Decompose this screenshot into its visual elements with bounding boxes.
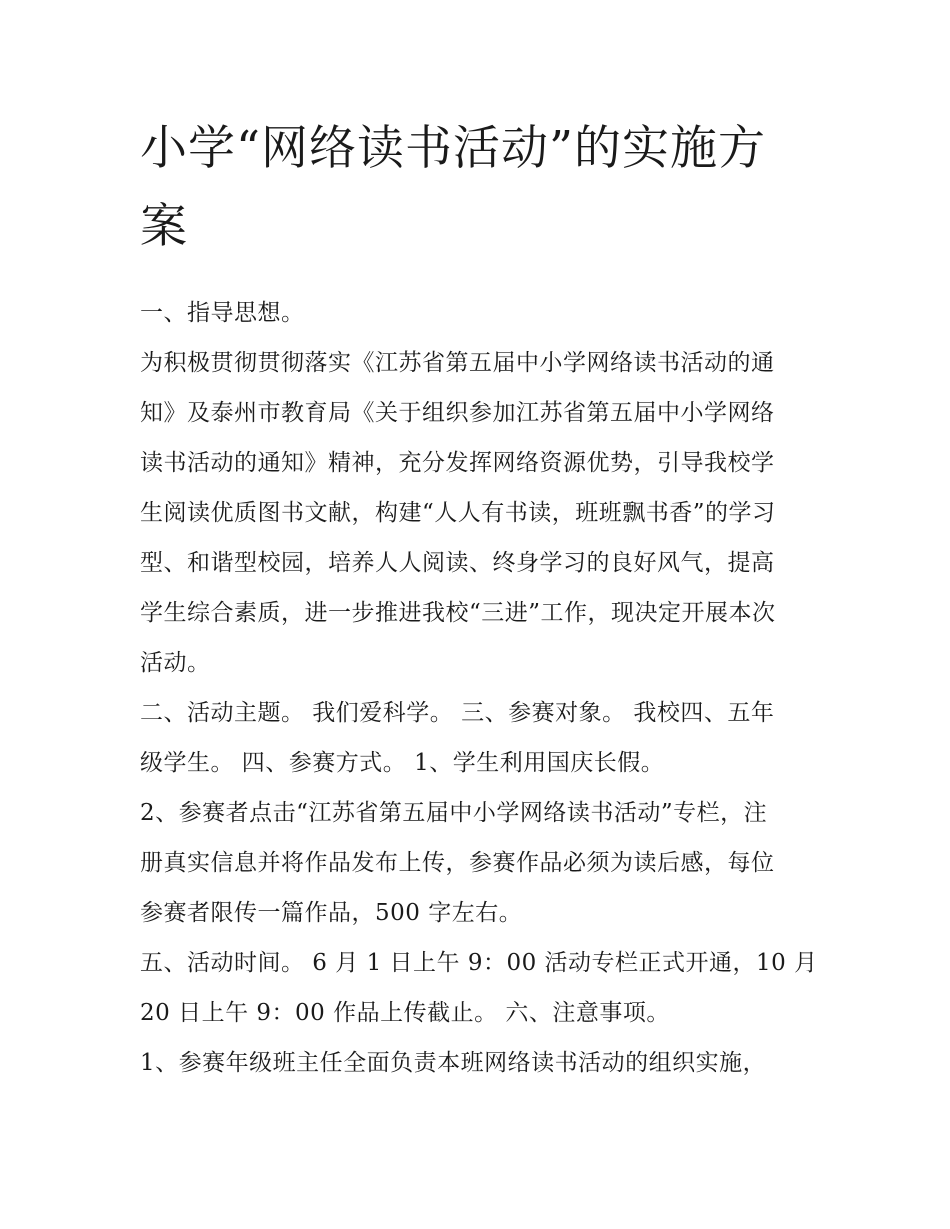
text-line: 1、参赛年级班主任全面负责本班网络读书活动的组织实施， <box>140 1050 767 1076</box>
text-line: 活动。 <box>140 650 211 676</box>
text-line: 读书活动的通知》精神，充分发挥网络资源优势，引导我校学 <box>140 450 775 476</box>
text-line: 生阅读优质图书文献，构建“人人有书读，班班飘书香”的学习 <box>140 500 776 526</box>
text-line: 一、指导思想。 <box>140 300 305 326</box>
paragraph-schedule <box>140 938 820 1038</box>
text-line: 型、和谐型校园，培养人人阅读、终身学习的良好风气，提高 <box>140 550 775 576</box>
paragraph-notes <box>140 1038 820 1088</box>
text-line: 20 日上午 9：00 作品上传截止。 六、注意事项。 <box>140 1000 670 1026</box>
text-line: 二、活动主题。 我们爱科学。 三、参赛对象。 我校四、五年 <box>140 700 775 726</box>
text-line: 册真实信息并将作品发布上传，参赛作品必须为读后感，每位 <box>140 850 775 876</box>
title-line: 案 <box>140 199 188 254</box>
section-heading-guiding-ideology <box>140 288 820 338</box>
paragraph-purpose <box>140 338 820 688</box>
paragraph-theme-participants <box>140 688 820 788</box>
document-body <box>140 288 820 1088</box>
title-line: 小学“网络读书活动”的实施方 <box>140 121 767 176</box>
text-line: 学生综合素质，进一步推进我校“三进”工作，现决定开展本次 <box>140 600 776 626</box>
paragraph-submission <box>140 788 820 938</box>
text-line: 级学生。 四、参赛方式。 1、学生利用国庆长假。 <box>140 750 665 776</box>
text-line: 知》及泰州市教育局《关于组织参加江苏省第五届中小学网络 <box>140 400 775 426</box>
text-line: 参赛者限传一篇作品，500 字左右。 <box>140 900 523 926</box>
text-line: 五、活动时间。 6 月 1 日上午 9：00 活动专栏正式开通，10 月 <box>140 950 818 976</box>
document-page <box>140 110 820 1088</box>
text-line: 2、参赛者点击“江苏省第五届中小学网络读书活动”专栏，注 <box>140 800 768 826</box>
document-title <box>140 110 820 266</box>
text-line: 为积极贯彻贯彻落实《江苏省第五届中小学网络读书活动的通 <box>140 350 775 376</box>
